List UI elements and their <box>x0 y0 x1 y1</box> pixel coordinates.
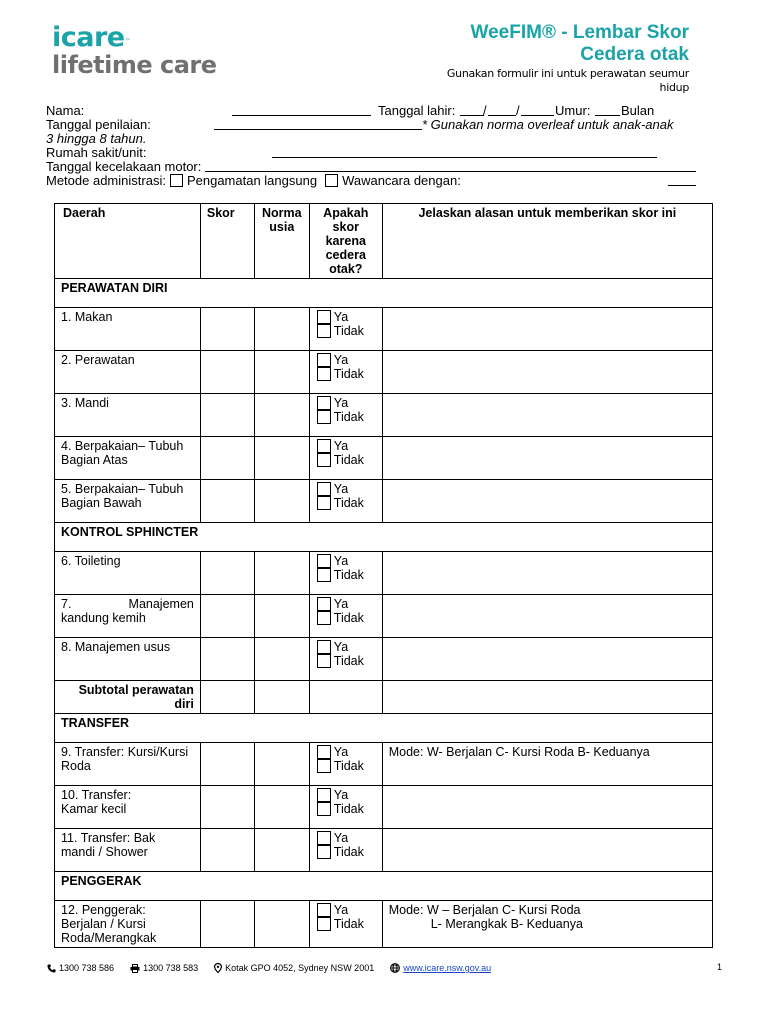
name-label: Nama: <box>46 103 85 118</box>
score-cell[interactable] <box>200 595 254 638</box>
explain-cell[interactable] <box>382 743 712 786</box>
table-header-row <box>55 204 713 279</box>
item-label <box>55 480 201 523</box>
yes-label: Ya <box>333 788 349 802</box>
score-cell[interactable] <box>200 829 254 872</box>
item-label <box>55 437 201 480</box>
explain-cell[interactable] <box>382 394 712 437</box>
yes-label: Ya <box>333 554 349 568</box>
table-row <box>55 786 713 829</box>
page-subtitle: Gunakan formulir ini untuk perawatan seumur hidup <box>446 67 689 94</box>
no-checkbox[interactable] <box>317 654 331 668</box>
item-label: 3. Mandi <box>55 394 201 437</box>
no-checkbox[interactable] <box>317 611 331 625</box>
score-cell[interactable] <box>200 351 254 394</box>
cause-cell <box>309 743 382 786</box>
table-row <box>55 901 713 948</box>
yes-checkbox[interactable] <box>317 310 331 324</box>
norm-cell[interactable] <box>254 786 309 829</box>
no-checkbox[interactable] <box>317 324 331 338</box>
interview-label: Wawancara dengan: <box>342 173 461 188</box>
yes-label: Ya <box>333 745 349 759</box>
yes-checkbox[interactable] <box>317 554 331 568</box>
item-label-part: 7. <box>61 597 72 611</box>
section-label: PENGGERAK <box>55 872 713 901</box>
item-label-line: 12. Penggerak: <box>61 903 146 917</box>
page-number: 1 <box>717 962 723 972</box>
name-row <box>46 104 698 118</box>
cause-cell <box>309 351 382 394</box>
table-row <box>55 394 713 437</box>
cause-cell <box>309 829 382 872</box>
dob-day-field[interactable] <box>460 104 484 116</box>
item-label-line: 4. Berpakaian– Tubuh <box>61 439 184 453</box>
table-row <box>55 351 713 394</box>
norm-cell[interactable] <box>254 743 309 786</box>
header-explain: Jelaskan alasan untuk memberikan skor ini <box>382 204 712 279</box>
item-label <box>55 829 201 872</box>
icare-logo <box>52 24 217 78</box>
website-link[interactable]: www.icare.nsw.gov.au <box>403 963 492 973</box>
table-row <box>55 308 713 351</box>
footer-phone <box>47 963 114 973</box>
norm-cell[interactable] <box>254 552 309 595</box>
item-label-line: 9. Transfer: Kursi/Kursi <box>61 745 189 759</box>
mode-legend: Mode: W – Berjalan C- Kursi Roda <box>388 903 581 917</box>
section-transfer <box>55 714 713 743</box>
item-label-line: 10. Transfer: <box>61 788 132 802</box>
location-pin-icon <box>214 963 222 973</box>
cause-cell <box>309 638 382 681</box>
norm-cell[interactable] <box>254 351 309 394</box>
age-field[interactable] <box>595 104 620 116</box>
score-cell[interactable] <box>200 786 254 829</box>
title-line-1: WeeFIM® - Lembar Skor <box>470 22 689 43</box>
item-label <box>55 743 201 786</box>
cause-cell <box>309 394 382 437</box>
assessment-label: Tanggal penilaian: <box>46 117 151 132</box>
item-label-line: mandi / Shower <box>61 845 148 859</box>
header-norm: Norma usia <box>254 204 309 279</box>
item-label-line: 5. Berpakaian– Tubuh <box>61 482 184 496</box>
assessment-date-field[interactable] <box>214 118 422 130</box>
no-label: Tidak <box>333 410 364 424</box>
method-row <box>46 174 698 188</box>
subtotal-label <box>55 681 201 714</box>
no-label: Tidak <box>333 917 364 931</box>
mode-legend: L- Merangkak B- Keduanya <box>430 917 583 931</box>
age-label: Umur: <box>555 103 591 118</box>
norm-cell[interactable] <box>254 394 309 437</box>
section-label: TRANSFER <box>55 714 713 743</box>
interview-field[interactable] <box>668 174 696 186</box>
subtotal-cause-cell <box>309 681 382 714</box>
norm-cell[interactable] <box>254 480 309 523</box>
item-label-line: Bagian Bawah <box>61 496 142 510</box>
accident-date-field[interactable] <box>205 160 696 172</box>
yes-checkbox[interactable] <box>317 396 331 410</box>
no-label: Tidak <box>333 802 364 816</box>
yes-label: Ya <box>333 396 349 410</box>
phone-icon <box>47 964 56 973</box>
yes-label: Ya <box>333 903 349 917</box>
printer-icon <box>130 964 140 973</box>
hospital-field[interactable] <box>272 146 657 158</box>
cause-cell <box>309 786 382 829</box>
explain-cell[interactable] <box>382 308 712 351</box>
footer-website <box>390 963 491 973</box>
norm-cell[interactable] <box>254 308 309 351</box>
item-label-line: Bagian Atas <box>61 453 128 467</box>
yes-checkbox[interactable] <box>317 788 331 802</box>
yes-label: Ya <box>333 831 349 845</box>
yes-checkbox[interactable] <box>317 745 331 759</box>
cause-cell <box>309 480 382 523</box>
age-unit: Bulan <box>621 103 655 118</box>
dob-month-field[interactable] <box>488 104 516 116</box>
fax-number: 1300 738 583 <box>143 963 199 973</box>
norm-cell[interactable] <box>254 638 309 681</box>
explain-cell[interactable] <box>382 351 712 394</box>
postal-address: Kotak GPO 4052, Sydney NSW 2001 <box>225 963 375 973</box>
item-label: 8. Manajemen usus <box>55 638 201 681</box>
no-checkbox[interactable] <box>317 802 331 816</box>
footer <box>47 963 507 973</box>
item-label: 6. Toileting <box>55 552 201 595</box>
cause-cell <box>309 308 382 351</box>
logo-brand: icare <box>52 22 125 53</box>
no-label: Tidak <box>333 453 364 467</box>
norm-cell[interactable] <box>254 901 309 948</box>
table-row <box>55 595 713 638</box>
no-checkbox[interactable] <box>317 453 331 467</box>
item-label-line: Berjalan / Kursi <box>61 917 146 931</box>
logo-tm: ™ <box>124 38 131 45</box>
dob-year-field[interactable] <box>521 104 554 116</box>
method-label: Metode administrasi: <box>46 173 166 188</box>
assessment-note: * Gunakan norma overleaf untuk anak-anak <box>422 117 674 132</box>
yes-checkbox[interactable] <box>317 353 331 367</box>
table-row <box>55 437 713 480</box>
table-row <box>55 552 713 595</box>
score-cell[interactable] <box>200 901 254 948</box>
section-label: KONTROL SPHINCTER <box>55 523 713 552</box>
explain-cell[interactable] <box>382 552 712 595</box>
table-row <box>55 638 713 681</box>
explain-cell[interactable] <box>382 786 712 829</box>
section-selfcare <box>55 279 713 308</box>
score-cell[interactable] <box>200 743 254 786</box>
hospital-label: Rumah sakit/unit: <box>46 145 147 160</box>
item-label-line: 11. Transfer: Bak <box>61 831 156 845</box>
cause-cell <box>309 437 382 480</box>
subtotal-label-line: Subtotal perawatan <box>78 683 194 697</box>
subtotal-row <box>55 681 713 714</box>
dob-sep-1: / <box>483 103 487 118</box>
yes-checkbox[interactable] <box>317 597 331 611</box>
footer-address <box>214 963 374 973</box>
assessment-row <box>46 118 698 132</box>
score-table <box>54 203 713 948</box>
item-label <box>55 901 201 948</box>
explain-cell[interactable] <box>382 829 712 872</box>
logo-tagline: lifetime care <box>52 51 217 79</box>
no-checkbox[interactable] <box>317 845 331 859</box>
no-label: Tidak <box>333 611 364 625</box>
score-cell[interactable] <box>200 308 254 351</box>
table-row <box>55 743 713 786</box>
item-label-line: kandung kemih <box>61 611 146 625</box>
score-cell[interactable] <box>200 552 254 595</box>
score-cell[interactable] <box>200 437 254 480</box>
dob-sep-2: / <box>516 103 520 118</box>
norm-cell[interactable] <box>254 595 309 638</box>
yes-checkbox[interactable] <box>317 640 331 654</box>
explain-cell[interactable] <box>382 437 712 480</box>
item-label: 1. Makan <box>55 308 201 351</box>
section-sphincter <box>55 523 713 552</box>
explain-cell[interactable] <box>382 480 712 523</box>
yes-label: Ya <box>333 482 349 496</box>
item-label-line: Roda <box>61 759 91 773</box>
direct-observation-label: Pengamatan langsung <box>186 173 318 188</box>
interview-checkbox[interactable] <box>325 174 338 187</box>
accident-row <box>46 160 698 174</box>
item-label <box>55 595 201 638</box>
no-label: Tidak <box>333 496 364 510</box>
no-checkbox[interactable] <box>317 917 331 931</box>
globe-icon <box>390 963 400 973</box>
no-checkbox[interactable] <box>317 568 331 582</box>
yes-checkbox[interactable] <box>317 831 331 845</box>
no-label: Tidak <box>333 759 364 773</box>
yes-checkbox[interactable] <box>317 482 331 496</box>
item-label-line: Kamar kecil <box>61 802 127 816</box>
yes-checkbox[interactable] <box>317 903 331 917</box>
cause-cell <box>309 595 382 638</box>
direct-observation-checkbox[interactable] <box>170 174 183 187</box>
table-row <box>55 480 713 523</box>
no-checkbox[interactable] <box>317 759 331 773</box>
header-score: Skor <box>200 204 254 279</box>
norm-cell[interactable] <box>254 829 309 872</box>
no-label: Tidak <box>333 654 364 668</box>
no-checkbox[interactable] <box>317 367 331 381</box>
score-cell[interactable] <box>200 394 254 437</box>
no-label: Tidak <box>333 324 364 338</box>
no-checkbox[interactable] <box>317 410 331 424</box>
item-label: 2. Perawatan <box>55 351 201 394</box>
dob-label: Tanggal lahir: <box>378 103 456 118</box>
header-area: Daerah <box>55 204 201 279</box>
yes-label: Ya <box>333 310 349 324</box>
norm-cell[interactable] <box>254 437 309 480</box>
no-label: Tidak <box>333 845 364 859</box>
yes-label: Ya <box>333 439 349 453</box>
no-label: Tidak <box>333 367 364 381</box>
item-label-line <box>61 597 194 611</box>
phone-number: 1300 738 586 <box>59 963 115 973</box>
table-row <box>55 829 713 872</box>
title-line-2: Cedera otak <box>580 44 689 65</box>
item-label-part: Manajemen <box>128 597 194 611</box>
no-checkbox[interactable] <box>317 496 331 510</box>
subtotal-label-line: diri <box>174 697 194 711</box>
yes-label: Ya <box>333 640 349 654</box>
explain-cell[interactable] <box>382 595 712 638</box>
hospital-row <box>46 146 698 160</box>
yes-label: Ya <box>333 353 349 367</box>
item-label <box>55 786 201 829</box>
cause-cell <box>309 901 382 948</box>
page-title <box>471 22 689 66</box>
mode-legend: Mode: W- Berjalan C- Kursi Roda B- Keduanya <box>388 745 650 759</box>
accident-label: Tanggal kecelakaan motor: <box>46 159 202 174</box>
section-locomotion <box>55 872 713 901</box>
section-label: PERAWATAN DIRI <box>55 279 713 308</box>
patient-info-fields <box>46 104 698 188</box>
yes-checkbox[interactable] <box>317 439 331 453</box>
name-field[interactable] <box>232 104 371 116</box>
footer-fax <box>130 963 198 973</box>
subtotal-score-cell[interactable] <box>200 681 254 714</box>
score-cell[interactable] <box>200 638 254 681</box>
subtotal-explain-cell <box>382 681 712 714</box>
explain-cell[interactable] <box>382 901 712 948</box>
cause-cell <box>309 552 382 595</box>
no-label: Tidak <box>333 568 364 582</box>
assessment-note-continued: 3 hingga 8 tahun. <box>46 131 147 146</box>
score-cell[interactable] <box>200 480 254 523</box>
item-label-line: Roda/Merangkak <box>61 931 157 945</box>
subtotal-norm-cell[interactable] <box>254 681 309 714</box>
explain-cell[interactable] <box>382 638 712 681</box>
yes-label: Ya <box>333 597 349 611</box>
header-cause: Apakah skor karena cedera otak? <box>309 204 382 279</box>
